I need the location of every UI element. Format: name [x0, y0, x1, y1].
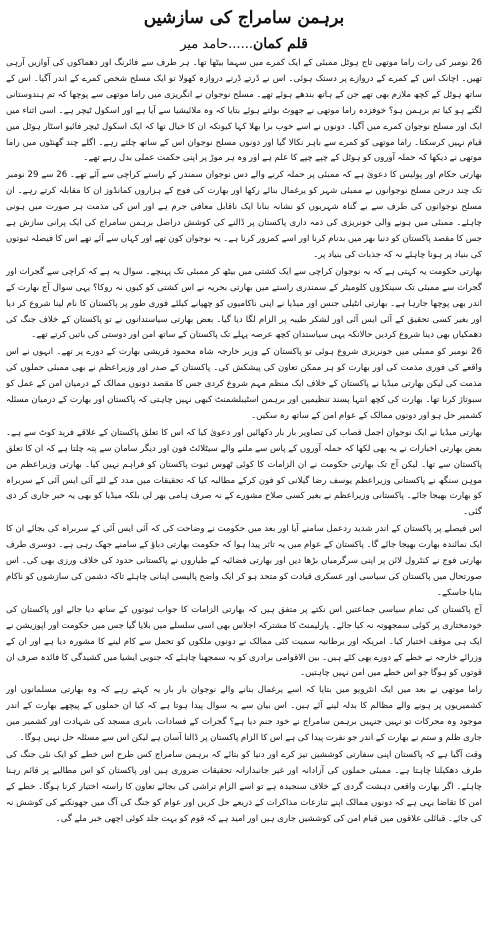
- article-paragraph: 26 نومبر کی رات راما موتھی تاج ہوٹل ممبئی کے ایک کمرے میں سہما بیٹھا تھا۔ ہر طرف سے فائرنگ اور دھماکوں کی آوازیں آرہی تھیں۔ اچانک اس کے کمرے کے دروازے پر دستک ہوئی۔ اس نے ڈرتے ڈرتے دروازہ کھولا تو ایک مسلح شخص کمرے کے اندر آگیا۔ اس کے ساتھ ہوٹل کے کچھ ملازم بھی تھے جن کے ہاتھ بندھے ہوئے تھے۔ مسلح نوجوان نے انگریزی میں راما موتھی سے پوچھا کہ تم ہندوستانی لگتے ہو کیا تم برہمن ہو؟ خوفزدہ راما موتھی نے جھوٹ بولتے ہوئے بتایا کہ وہ ملائیشیا سے آیا ہے اور اسکول ٹیچر ہے۔ اسی اثناء میں ایک اور مسلح نوجوان کمرے میں آگیا۔ دونوں نے اسے خوب برا بھلا کہا کیونکہ ان کا خیال تھا کہ ایک اسکول ٹیچر فائیو اسٹار ہوٹل میں قیام نہیں کرسکتا۔ راما موتھی کو کمرے سے باہر نکالا گیا اور دونوں مسلح نوجوان اس کے ساتھ چلتے رہے۔ اگلے چند گھنٹوں میں راما موتھی نے دیکھا کہ حملہ آوروں کو ہوٹل کے چپے چپے کا علم ہے اور وہ ہر موڑ پر اپنی حکمت عملی بدل رہے تھے۔: [6, 58, 482, 164]
- article-paragraph: بھارتی میڈیا نے ایک نوجوان اجمل قصاب کی تصاویر بار بار دکھائیں اور دعویٰ کیا کہ اس کا تعلق پاکستان کے علاقے فرید کوٹ سے ہے۔ بعض بھارتی اخبارات نے یہ بھی لکھا کہ حملہ آوروں کے پاس سے ملنے والے سیٹلائٹ فون اور دیگر سامان سے پتہ چلتا ہے کہ ان کا تعلق پاکستان سے تھا۔ لیکن آج تک بھارتی حکومت نے ان الزامات کا کوئی ٹھوس ثبوت پاکستان کو فراہم نہیں کیا۔ بھارتی وزیراعظم من موہن سنگھ نے پاکستانی وزیراعظم یوسف رضا گیلانی کو فون کرکے مطالبہ کیا کہ تحقیقات میں مدد کے لئے آئی ایس آئی کے سربراہ کو بھارت بھیجا جائے۔ پاکستانی وزیراعظم نے بغیر کسی صلاح مشورے کے نہ صرف ہامی بھر لی بلکہ میڈیا کو بھی یہ خبر جاری کر دی گئی۔: [6, 427, 482, 518]
- column-name: قلم کمان: [252, 36, 308, 52]
- article-headline: برہمن سامراج کی سازشیں: [143, 8, 345, 28]
- article-paragraph: وقت آگیا ہے کہ پاکستان اپنی سفارتی کوششیں تیز کرے اور دنیا کو بتائے کہ برہمن سامراج کس طرح اس خطے کو ایک نئی جنگ کی طرف دھکیلنا چاہتا ہے۔ ممبئی حملوں کی آزادانہ اور غیر جانبدارانہ تحقیقات ضروری ہیں اور پاکستان کو اس مطالبے پر قائم رہنا چاہئے۔ اگر بھارت واقعی دہشت گردی کے خلاف سنجیدہ ہے تو اسے الزام تراشی کی بجائے تعاون کا راستہ اختیار کرنا ہوگا۔ خطے کے امن کا تقاضا یہی ہے کہ دونوں ممالک اپنے تنازعات مذاکرات کے ذریعے حل کریں اور عوام کو جنگ کی آگ میں جھونکنے کی کوشش نہ کی جائے۔ قبائلی علاقوں میں قیام امن کی کوششیں جاری ہیں اور امید ہے کہ قوم کو بہت جلد کوئی اچھی خبر ملے گی۔: [6, 749, 482, 824]
- article-paragraph: راما موتھی نے بعد میں ایک انٹرویو میں بتایا کہ اسے یرغمال بنانے والے نوجوان بار بار یہ کہتے رہے کہ وہ بھارتی مسلمانوں اور کشمیریوں پر ہونے والے مظالم کا بدلہ لینے آئے ہیں۔ اس بیان سے یہ سوال پیدا ہوتا ہے کہ کیا ان حملوں کے پیچھے بھارت کے اندر موجود وہ محرکات تو نہیں جنہیں برہمن سامراج نے خود جنم دیا ہے؟ گجرات کے فسادات، بابری مسجد کی شہادت اور کشمیر میں جاری ظلم و ستم نے بھارت کے اندر جو نفرت پیدا کی ہے اس کا الزام پاکستان پر ڈالنا آسان ہے لیکن اس سے مسئلہ حل نہیں ہوگا۔: [6, 685, 482, 744]
- article-byline: [6, 34, 482, 54]
- article-paragraph: بھارتی حکومت یہ کہتی ہے کہ یہ نوجوان کراچی سے ایک کشتی میں بیٹھ کر ممبئی تک پہنچے۔ سوال یہ ہے کہ کراچی سے گجرات اور گجرات سے ممبئی تک سینکڑوں کلومیٹر کے سمندری راستے میں بھارتی بحریہ نے اس کشتی کو کیوں نہ روکا؟ یہی سوال آج بھارت کے اندر بھی پوچھا جارہا ہے۔ بھارتی انٹیلی جنس اور میڈیا نے اپنی ناکامیوں کو چھپانے کیلئے فوری طور پر پاکستان کا نام لینا شروع کر دیا اور بغیر کسی تحقیق کے آئی ایس آئی اور لشکر طیبہ پر الزام لگا دیا گیا۔ بعض بھارتی سیاستدانوں نے تو پاکستان کے خلاف جنگ کی دھمکیاں بھی دینا شروع کردیں حالانکہ یہی سیاستدان کچھ عرصہ پہلے تک پاکستان کے ساتھ امن اور دوستی کی باتیں کرتے تھے۔: [6, 266, 482, 341]
- byline-separator: ......: [228, 37, 253, 52]
- article-paragraph: بھارتی حکام اور پولیس کا دعویٰ ہے کہ ممبئی پر حملہ کرنے والے دس نوجوان سمندر کے راستے کراچی سے آئے تھے۔ 26 سے 29 نومبر تک چند درجن مسلح نوجوانوں نے ممبئی شہر کو یرغمال بنائے رکھا اور بھارت کی فوج کے ہزاروں کمانڈوز ان کا مقابلہ کرتے رہے۔ ان مسلح نوجوانوں کی طرف سے بے گناہ شہریوں کو نشانہ بنانا ایک ناقابل معافی جرم ہے اور اس کی مذمت ہر صورت میں ہونی چاہئے۔ ممبئی میں ہونے والی خونریزی کی ذمہ داری پاکستان پر ڈالنے کی کوشش دراصل برہمن سامراج کی ایک پرانی سازش ہے جس کا مقصد پاکستان کو دنیا بھر میں بدنام کرنا اور اسے کمزور کرنا ہے۔ یہ نوجوان کون تھے اور کہاں سے آئے تھے اس کا فیصلہ ثبوتوں کی بنیاد پر ہونا چاہئے نہ کہ جذبات کی بنیاد پر۔: [6, 170, 482, 260]
- article-body: [6, 56, 482, 946]
- article-paragraph: اس فیصلے پر پاکستان کے اندر شدید ردعمل سامنے آیا اور بعد میں حکومت نے وضاحت کی کہ آئی ایس آئی کے سربراہ کی بجائے ان کا ایک نمائندہ بھارت بھیجا جائے گا۔ پاکستان کے عوام میں یہ تاثر پیدا ہوا کہ حکومت بھارتی دباؤ کے سامنے جھک رہی ہے۔ دوسری طرف بھارتی فوج نے کنٹرول لائن پر اپنی سرگرمیاں بڑھا دیں اور بھارتی فضائیہ کے طیاروں نے پاکستانی حدود کی خلاف ورزی بھی کی۔ اس صورتحال میں پاکستان کی سیاسی اور عسکری قیادت کو متحد ہو کر ایک واضح پالیسی اپنانی چاہئے تاکہ دشمن کی سازشوں کو ناکام بنایا جاسکے۔: [6, 524, 482, 598]
- article-paragraph: آج پاکستان کی تمام سیاسی جماعتیں اس نکتے پر متفق ہیں کہ بھارتی الزامات کا جواب ثبوتوں کے ساتھ دیا جائے اور پاکستان کی خودمختاری پر کوئی سمجھوتہ نہ کیا جائے۔ پارلیمنٹ کا مشترکہ اجلاس بھی اسی سلسلے میں بلایا گیا جس میں حکومت اور اپوزیشن نے ایک ہی موقف اختیار کیا۔ امریکہ اور برطانیہ سمیت کئی ممالک نے دونوں ملکوں کو تحمل سے کام لینے کا مشورہ دیا ہے اور ان کے وزرائے خارجہ نے خطے کے دورے بھی کئے ہیں۔ بین الاقوامی برادری کو یہ سمجھنا چاہئے کہ جنوبی ایشیا میں کشیدگی کا فائدہ صرف ان قوتوں کو ہوگا جو اس خطے میں امن نہیں چاہتیں۔: [6, 604, 482, 679]
- article-paragraph: 26 نومبر کو ممبئی میں خونریزی شروع ہوئی تو پاکستان کے وزیر خارجہ شاہ محمود قریشی بھارت کے دورے پر تھے۔ انہوں نے اس واقعے کی فوری مذمت کی اور بھارت کو ہر ممکن تعاون کی پیشکش کی۔ پاکستان کے صدر اور وزیراعظم نے بھی ممبئی حملوں کی مذمت کی لیکن بھارتی میڈیا نے پاکستان کے خلاف ایک منظم مہم شروع کردی جس کا مقصد دونوں ممالک کے درمیان امن کے عمل کو سبوتاژ کرنا تھا۔ بھارت کی کچھ انتہا پسند تنظیمیں اور برہمن اسٹیبلشمنٹ کبھی نہیں چاہتی کہ پاکستان اور بھارت کے درمیان مسئلہ کشمیر حل ہو اور دونوں ممالک کے عوام امن کے ساتھ رہ سکیں۔: [6, 347, 482, 421]
- author-name: حامد میر: [180, 37, 229, 52]
